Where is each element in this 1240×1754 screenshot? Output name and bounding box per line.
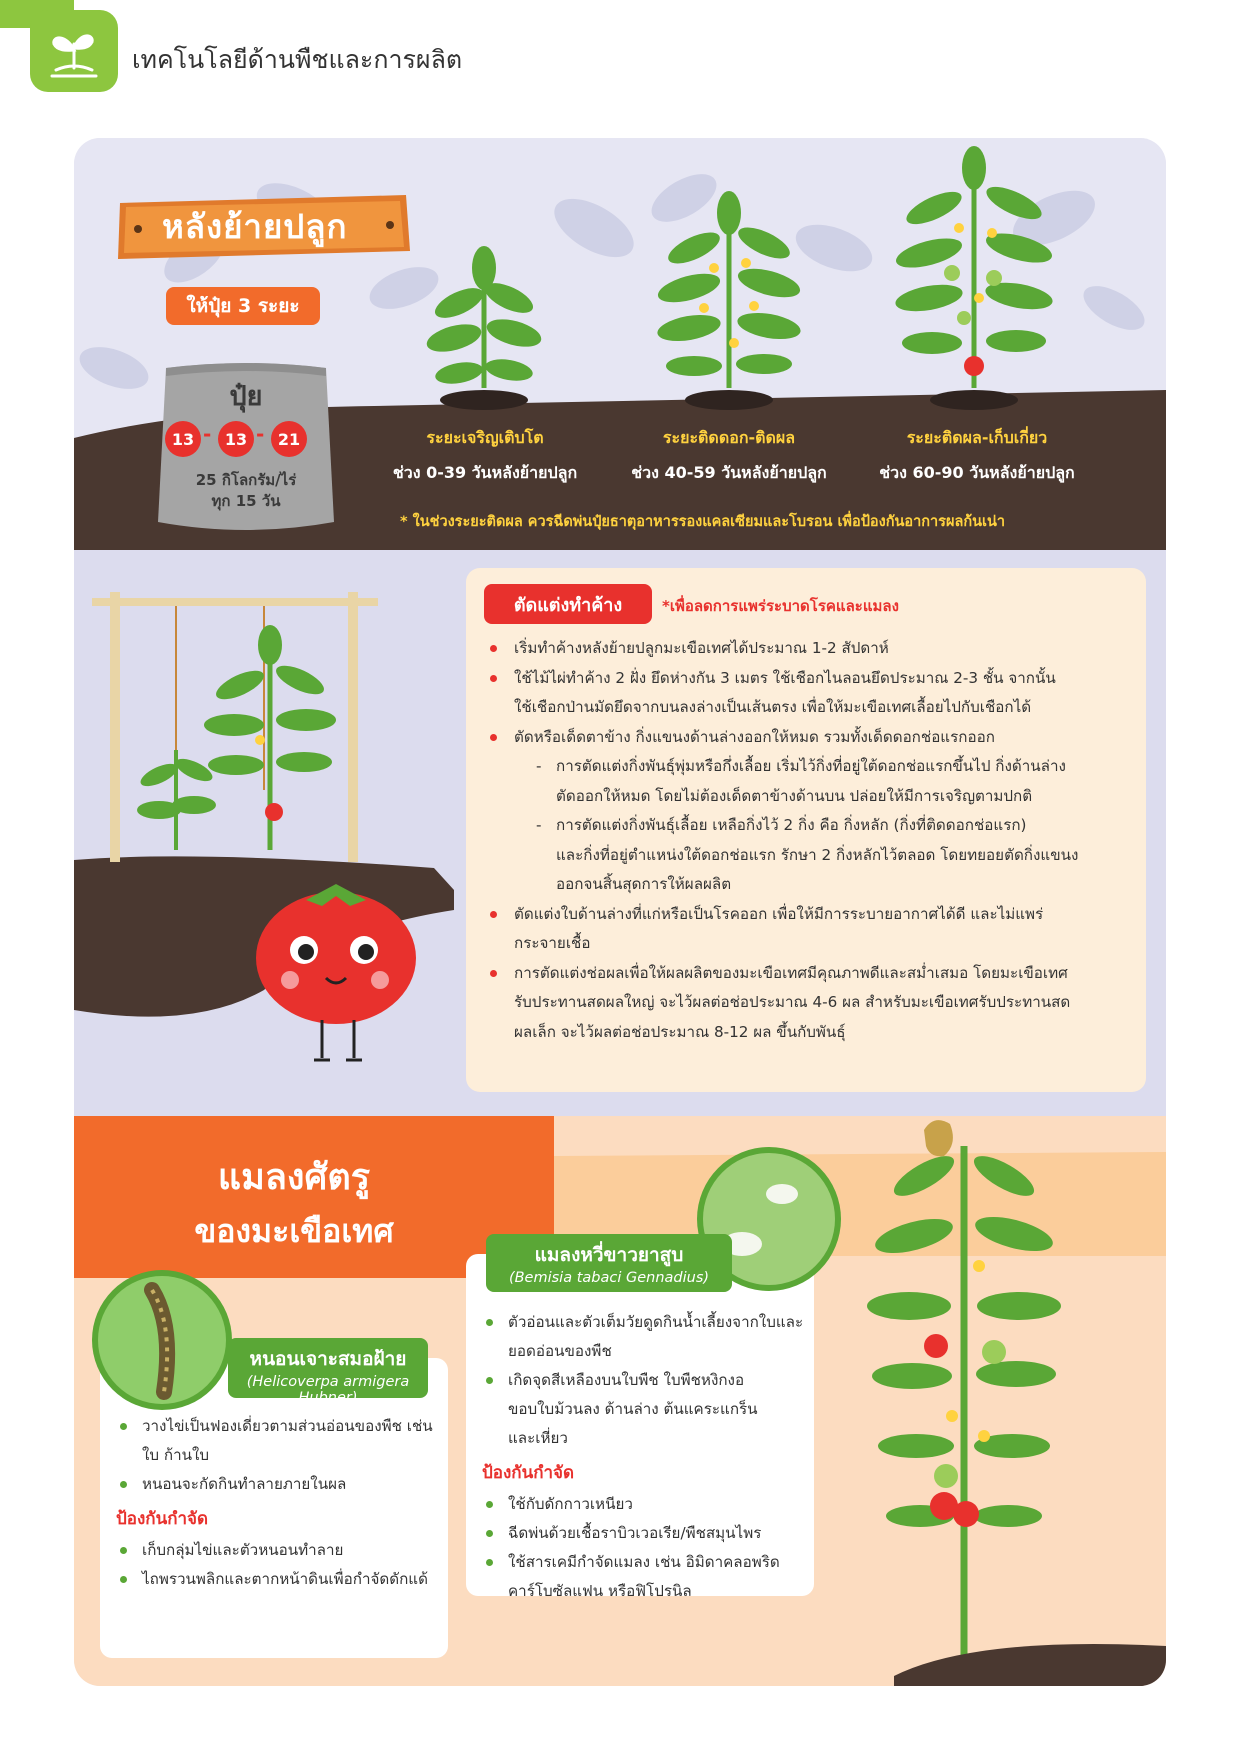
bullet-dot-icon bbox=[120, 1547, 127, 1554]
flowering-stage-plant bbox=[655, 191, 803, 410]
pruning-line: ตัดออกให้หมด โดยไม่ต้องเด็ดตาข้างด้านบน ปล่อยให้มีการเจริญตามปกติ bbox=[556, 786, 1033, 805]
fertilizer-k-value: 21 bbox=[271, 421, 307, 457]
bollworm-photo bbox=[88, 1266, 236, 1414]
list-line: ตัวอ่อนและตัวเต็มวัยดูดกินน้ำเลี้ยงจากใบและ bbox=[508, 1313, 804, 1331]
bullet-dot-icon bbox=[490, 645, 497, 652]
pruning-line: ออกจนสิ้นสุดการให้ผลผลิต bbox=[556, 875, 732, 893]
pruning-line: ตัดแต่งใบด้านล่างที่แก่หรือเป็นโรคออก เพื่อให้มีการระบายอากาศได้ดี และไม่แพร่ bbox=[514, 904, 1044, 923]
pruning-line: การตัดแต่งช่อผลเพื่อให้ผลผลิตของมะเขือเทศมีคุณภาพดีและสม่ำเสมอ โดยมะเขือเทศ bbox=[514, 963, 1068, 982]
fertilizer-p-value: 13 bbox=[218, 421, 254, 457]
pruning-list bbox=[486, 634, 1126, 1047]
pruning-line: และกิ่งที่อยู่ตำแหน่งใต้ดอกช่อแรก รักษา 2 กิ่งหลักไว้ตลอด โดยทยอยตัดกิ่งแขนง bbox=[556, 845, 1079, 864]
bollworm-control-title: ป้องกันกำจัด bbox=[116, 1509, 209, 1529]
fruiting-stage-plant bbox=[893, 146, 1055, 410]
bullet-dot-icon bbox=[486, 1501, 493, 1508]
fertilizer-dosage bbox=[148, 470, 344, 512]
header-icon-badge bbox=[0, 0, 132, 104]
fertilizer-bag-title: ปุ๋ย bbox=[229, 381, 263, 412]
stage-name: ระยะติดดอก-ติดผล bbox=[662, 428, 796, 447]
symptom-item bbox=[482, 1366, 804, 1453]
bullet-dot-icon bbox=[490, 911, 497, 918]
pruning-line: การตัดแต่งกิ่งพันธุ์พุ่มหรือกึ่งเลื้อย เริ่มไว้กิ่งที่อยู่ใต้ดอกช่อแรกขึ้นไป กิ่งด้านล่าง bbox=[556, 757, 1066, 775]
dash-marker: - bbox=[536, 757, 542, 775]
list-line: ใช้สารเคมีกำจัดแมลง เช่น อิมิดาคลอพริด bbox=[508, 1553, 780, 1571]
pruning-item bbox=[486, 959, 1126, 1048]
pruning-sub-item bbox=[486, 752, 1126, 811]
formula-separator: - bbox=[256, 422, 265, 446]
list-line: ไถพรวนพลิกและตากหน้าดินเพื่อกำจัดดักแด้ bbox=[142, 1570, 428, 1588]
pests-title: แมลงศัตรู bbox=[217, 1157, 371, 1198]
list-line: เกิดจุดสีเหลืองบนใบพืช ใบพืชหงิกงอ bbox=[508, 1371, 745, 1389]
stage-growth bbox=[360, 426, 610, 486]
dash-marker: - bbox=[536, 816, 542, 834]
pruning-line: รับประทานสดผลใหญ่ จะไว้ผลต่อช่อประมาณ 4-6 ผล สำหรับมะเขือเทศรับประทานสด bbox=[514, 993, 1071, 1011]
whitefly-scientific-name: (Bemisia tabaci Gennadius) bbox=[508, 1270, 710, 1286]
bollworm-tag bbox=[228, 1338, 428, 1406]
pruning-line: การตัดแต่งกิ่งพันธุ์เลื้อย เหลือกิ่งไว้ 2 กิ่ง คือ กิ่งหลัก (กิ่งที่ติดดอกช่อแรก) bbox=[556, 816, 1027, 834]
symptom-item bbox=[116, 1470, 436, 1499]
pruning-line: ใช้ไม้ไผ่ทำค้าง 2 ฝั่ง ยึดห่างกัน 3 เมตร ใช้เชือกไนลอนยึดประมาณ 2-3 ชั้น จากนั้น bbox=[514, 668, 1056, 687]
bullet-dot-icon bbox=[486, 1377, 493, 1384]
list-line: ใบ ก้านใบ bbox=[142, 1446, 210, 1464]
bollworm-symptom-list bbox=[116, 1412, 436, 1499]
main-card bbox=[74, 138, 1166, 1686]
bollworm-scientific-name: (Helicoverpa armigera Hubner) bbox=[246, 1374, 410, 1406]
pruning-item bbox=[486, 664, 1126, 723]
fertilizer-stages-pill: ให้ปุ๋ย 3 ระยะ bbox=[166, 287, 320, 325]
whitefly-details bbox=[482, 1308, 804, 1606]
bollworm-details bbox=[116, 1412, 436, 1594]
control-item bbox=[116, 1536, 436, 1565]
stage-flowering bbox=[604, 426, 854, 486]
control-item bbox=[482, 1548, 804, 1606]
list-line: วางไข่เป็นฟองเดี่ยวตามส่วนอ่อนของพืช เช่น bbox=[142, 1417, 433, 1435]
pruning-line: ใช้เชือกป่านมัดยึดจากบนลงล่างเป็นเส้นตรง เพื่อให้มะเขือเทศเลื้อยไปกับเชือกได้ bbox=[514, 698, 1032, 716]
symptom-item bbox=[482, 1308, 804, 1366]
page-header-title: เทคโนโลยีด้านพืชและการผลิต bbox=[132, 45, 463, 74]
stage-days: ช่วง 0-39 วันหลังย้ายปลูก bbox=[392, 463, 578, 482]
list-line: และเหี่ยว bbox=[508, 1429, 568, 1447]
list-line: ยอดอ่อนของพืช bbox=[508, 1342, 612, 1360]
formula-separator: - bbox=[203, 422, 212, 446]
whitefly-name: แมลงหวี่ขาวยาสูบ bbox=[534, 1244, 684, 1266]
bullet-dot-icon bbox=[120, 1423, 127, 1430]
after-transplant-section bbox=[74, 138, 1166, 550]
whitefly-symptom-list bbox=[482, 1308, 804, 1453]
trellis-tomato-illustration bbox=[74, 550, 466, 1116]
bollworm-name: หนอนเจาะสมอฝ้าย bbox=[249, 1348, 407, 1370]
stage-harvest bbox=[852, 426, 1102, 486]
bollworm-control-list bbox=[116, 1536, 436, 1594]
bullet-dot-icon bbox=[486, 1319, 493, 1326]
fertilizer-interval: ทุก 15 วัน bbox=[211, 492, 281, 510]
bullet-dot-icon bbox=[486, 1559, 493, 1566]
control-item bbox=[116, 1565, 436, 1594]
list-line: เก็บกลุ่มไข่และตัวหนอนทำลาย bbox=[142, 1541, 344, 1559]
pruning-subtitle: *เพื่อลดการแพร่ระบาดโรคและแมลง bbox=[662, 597, 899, 615]
pruning-item bbox=[486, 723, 1126, 753]
bullet-dot-icon bbox=[490, 675, 497, 682]
stage-name: ระยะเจริญเติบโต bbox=[426, 428, 544, 447]
bullet-dot-icon bbox=[120, 1481, 127, 1488]
list-line: หนอนจะกัดกินทำลายภายในผล bbox=[142, 1475, 347, 1493]
pruning-line: ผลเล็ก จะไว้ผลต่อช่อประมาณ 8-12 ผล ขึ้นกับพันธุ์ bbox=[514, 1022, 846, 1041]
whitefly-tag bbox=[486, 1234, 732, 1292]
list-line: ใช้กับดักกาวเหนียว bbox=[508, 1495, 633, 1513]
fruiting-stage-note: * ในช่วงระยะติดผล ควรฉีดพ่นปุ๋ยธาตุอาหารรองแคลเซียมและโบรอน เพื่อป้องกันอาการผลก้นเน่า bbox=[400, 514, 1006, 530]
whitefly-control-list bbox=[482, 1490, 804, 1606]
list-line: ขอบใบม้วนลง ด้านล่าง ต้นแคระแกร็น bbox=[508, 1400, 758, 1418]
growth-stage-plant bbox=[424, 246, 544, 410]
pruning-line: เริ่มทำค้างหลังย้ายปลูกมะเขือเทศได้ประมาณ 1-2 สัปดาห์ bbox=[514, 639, 889, 657]
after-transplant-title: หลังย้ายปลูก bbox=[162, 207, 348, 246]
stage-days: ช่วง 40-59 วันหลังย้ายปลูก bbox=[631, 463, 827, 482]
list-line: คาร์โบซัลแฟน หรือฟิโปรนิล bbox=[508, 1582, 692, 1600]
pruning-line: ตัดหรือเด็ดตาข้าง กิ่งแขนงด้านล่างออกให้หมด รวมทั้งเด็ดดอกช่อแรกออก bbox=[514, 727, 995, 746]
control-item bbox=[482, 1490, 804, 1519]
bullet-dot-icon bbox=[490, 734, 497, 741]
fertilizer-n-value: 13 bbox=[165, 421, 201, 457]
pests-subtitle: ของมะเขือเทศ bbox=[194, 1212, 394, 1250]
bullet-dot-icon bbox=[120, 1576, 127, 1583]
bullet-dot-icon bbox=[486, 1530, 493, 1537]
pruning-item bbox=[486, 634, 1126, 664]
pruning-line: กระจายเชื้อ bbox=[514, 934, 591, 952]
stage-days: ช่วง 60-90 วันหลังย้ายปลูก bbox=[879, 463, 1075, 482]
stage-name: ระยะติดผล-เก็บเกี่ยว bbox=[906, 428, 1048, 447]
list-line: ฉีดพ่นด้วยเชื้อราบิวเวอเรีย/พืชสมุนไพร bbox=[508, 1524, 762, 1542]
symptom-item bbox=[116, 1412, 436, 1470]
bullet-dot-icon bbox=[490, 970, 497, 977]
pruning-sub-item bbox=[486, 811, 1126, 900]
pruning-tag: ตัดแต่งทำค้าง bbox=[484, 584, 652, 624]
whitefly-control-title: ป้องกันกำจัด bbox=[482, 1463, 575, 1483]
pruning-item bbox=[486, 900, 1126, 959]
fertilizer-amount: 25 กิโลกรัม/ไร่ bbox=[195, 471, 297, 489]
control-item bbox=[482, 1519, 804, 1548]
